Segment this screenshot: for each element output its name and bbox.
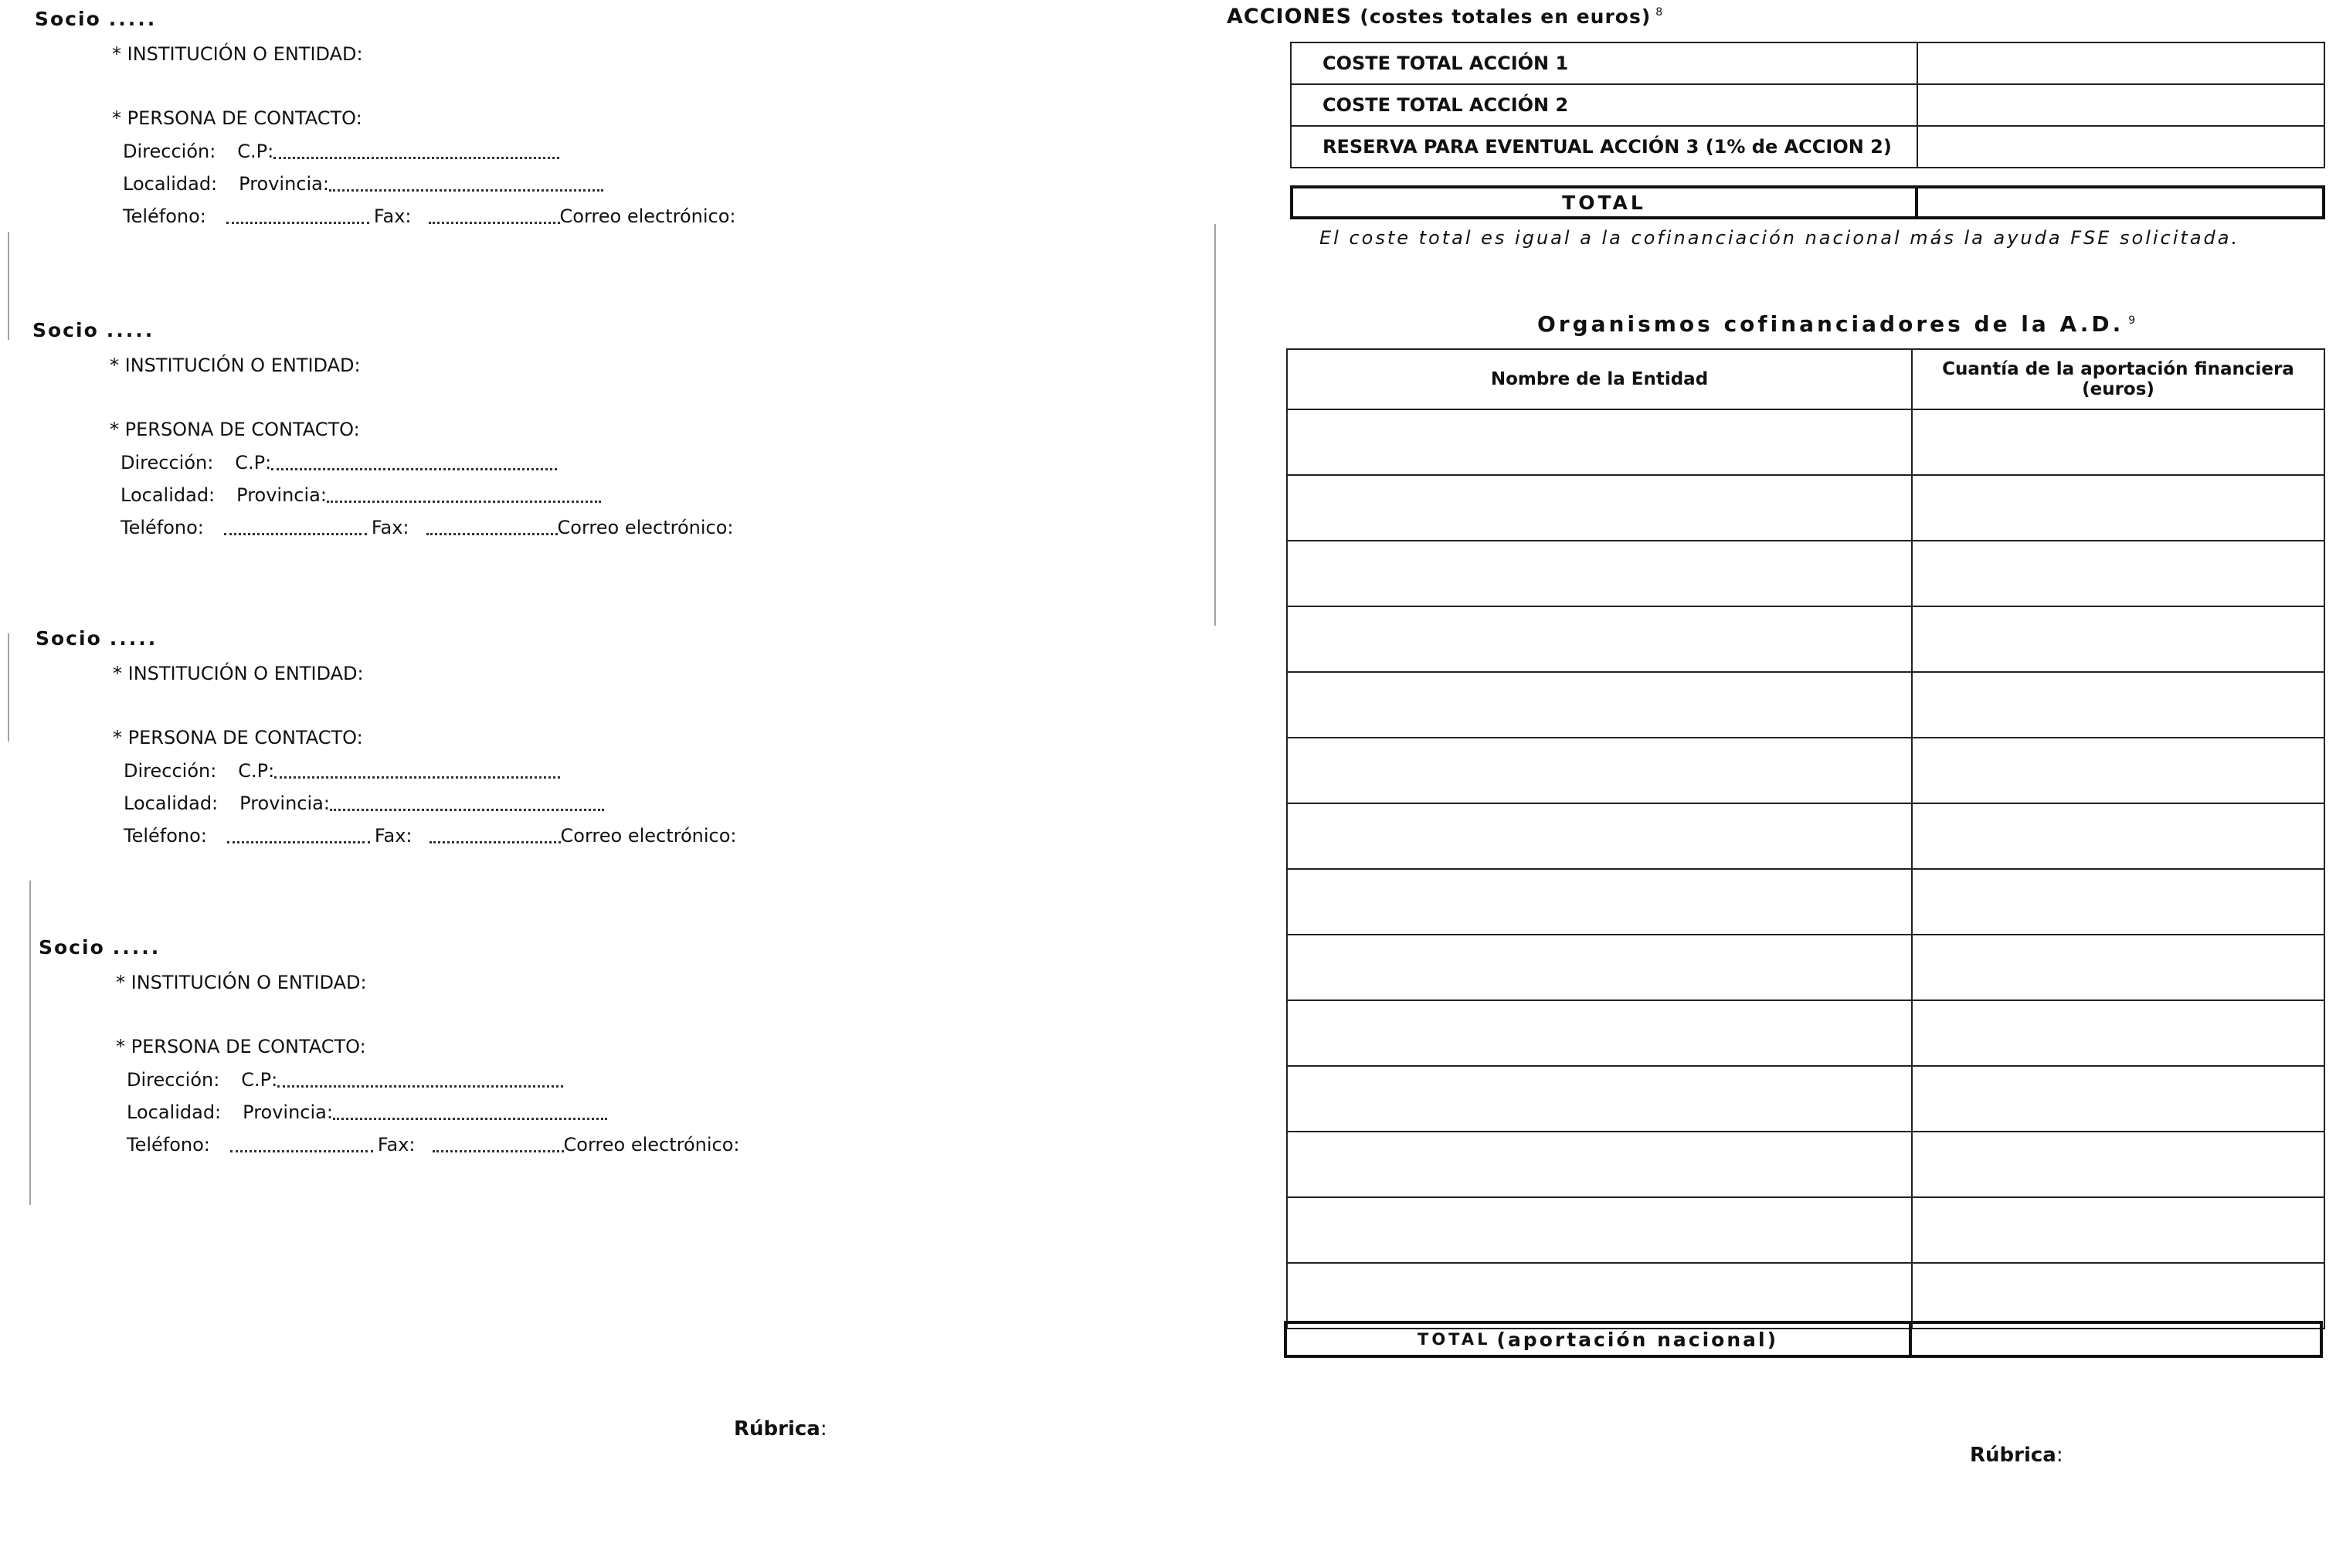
provincia-label: Provincia: <box>243 1101 333 1123</box>
socio-title-label: Socio <box>36 627 102 650</box>
organismo-entidad-cell[interactable] <box>1287 803 1912 869</box>
socio-number-dots: ..... <box>109 627 158 650</box>
col-header-cuantia: Cuantía de la aportación financiera (euros) <box>1912 349 2324 409</box>
direccion-label: Dirección: <box>124 760 217 782</box>
localidad-row <box>121 486 1145 504</box>
scan-margin-line <box>1214 224 1216 626</box>
organismo-entidad-cell[interactable] <box>1287 1263 1912 1329</box>
telefono-label: Teléfono: <box>124 825 207 847</box>
institucion-row-2 <box>133 390 1145 394</box>
organismo-cuantia-cell[interactable] <box>1912 1132 2324 1197</box>
socio-title <box>39 936 161 959</box>
direccion-label: Dirección: <box>121 452 214 473</box>
telefono-row <box>123 207 1147 226</box>
socio-title-label: Socio <box>39 936 105 959</box>
organismo-entidad-cell[interactable] <box>1287 869 1912 935</box>
scan-margin-line <box>8 633 9 742</box>
socio-title-label: Socio <box>35 8 101 30</box>
organismos-total-label: TOTAL <box>1418 1330 1491 1349</box>
organismo-row <box>1287 1000 2324 1066</box>
direccion-label: Dirección: <box>127 1069 220 1091</box>
organismo-row <box>1287 541 2324 606</box>
socio-title-label: Socio <box>32 319 99 341</box>
telefono-field[interactable] <box>226 222 369 224</box>
organismo-cuantia-cell[interactable] <box>1912 409 2324 475</box>
coste-row-value[interactable] <box>1917 42 2324 84</box>
localidad-row <box>127 1103 1151 1122</box>
direccion-row <box>124 762 1148 780</box>
institucion-row-2 <box>136 698 1148 702</box>
provincia-field[interactable] <box>327 501 601 503</box>
fax-label: Fax: <box>374 825 413 847</box>
telefono-row <box>124 826 1148 845</box>
localidad-row <box>123 175 1147 193</box>
telefono-label: Teléfono: <box>127 1134 210 1156</box>
telefono-field[interactable] <box>227 841 370 843</box>
organismo-entidad-cell[interactable] <box>1287 1132 1912 1197</box>
coste-row-label: COSTE TOTAL ACCIÓN 2 <box>1291 84 1917 126</box>
rubrica-right-label: Rúbrica <box>1970 1444 2056 1467</box>
organismo-row <box>1287 803 2324 869</box>
scan-margin-line <box>29 881 31 1205</box>
correo-label: Correo electrónico: <box>559 205 736 227</box>
rubrica-left-label: Rúbrica <box>734 1417 820 1441</box>
socio-title <box>32 319 154 341</box>
direccion-row <box>123 142 1147 161</box>
organismo-cuantia-cell[interactable] <box>1912 475 2324 541</box>
costes-table <box>1290 42 2325 168</box>
cp-label: C.P: <box>235 452 272 473</box>
coste-row <box>1291 84 2324 126</box>
organismos-title-label: Organismos cofinanciadores de la A.D. <box>1537 311 2124 337</box>
costes-total-value[interactable] <box>1918 188 2322 216</box>
telefono-field[interactable] <box>224 533 367 535</box>
socio-title <box>36 627 158 650</box>
organismo-entidad-cell[interactable] <box>1287 738 1912 803</box>
costes-total-row <box>1290 185 2325 219</box>
organismos-total-row <box>1284 1321 2323 1358</box>
organismos-title <box>1537 311 2135 337</box>
institucion-row <box>116 973 1151 992</box>
organismo-entidad-cell[interactable] <box>1287 672 1912 738</box>
persona-row <box>116 1037 1151 1056</box>
socio-number-dots: ..... <box>112 936 161 959</box>
organismo-row <box>1287 1132 2324 1197</box>
coste-row-value[interactable] <box>1917 84 2324 126</box>
organismo-row <box>1287 935 2324 1000</box>
organismo-cuantia-cell[interactable] <box>1912 1066 2324 1132</box>
organismo-entidad-cell[interactable] <box>1287 409 1912 475</box>
rubrica-left <box>734 1417 827 1441</box>
cp-field[interactable] <box>273 157 559 159</box>
acciones-footnote-ref: 8 <box>1655 6 1664 19</box>
organismos-total-value[interactable] <box>1912 1324 2320 1355</box>
organismo-entidad-cell[interactable] <box>1287 606 1912 672</box>
correo-label: Correo electrónico: <box>560 825 737 847</box>
telefono-field[interactable] <box>230 1150 373 1152</box>
organismo-row <box>1287 869 2324 935</box>
organismos-footnote-ref: 9 <box>2128 314 2136 327</box>
organismo-entidad-cell[interactable] <box>1287 1066 1912 1132</box>
fax-field[interactable] <box>426 533 558 535</box>
organismo-row <box>1287 409 2324 475</box>
scan-margin-line <box>8 232 9 340</box>
organismo-cuantia-cell[interactable] <box>1912 803 2324 869</box>
provincia-label: Provincia: <box>239 173 329 195</box>
fax-label: Fax: <box>377 1134 416 1156</box>
provincia-label: Provincia: <box>239 792 330 814</box>
institucion-row <box>110 356 1145 375</box>
institucion-label: * INSTITUCIÓN O ENTIDAD: <box>110 355 361 376</box>
organismo-row <box>1287 1066 2324 1132</box>
organismo-cuantia-cell[interactable] <box>1912 1263 2324 1329</box>
provincia-field[interactable] <box>330 809 604 811</box>
organismo-row <box>1287 606 2324 672</box>
institucion-row <box>113 664 1148 683</box>
persona-row <box>113 728 1148 747</box>
telefono-row <box>127 1135 1151 1154</box>
coste-row-label: COSTE TOTAL ACCIÓN 1 <box>1291 42 1917 84</box>
persona-label: * PERSONA DE CONTACTO: <box>116 1036 366 1057</box>
organismos-table <box>1286 348 2325 1329</box>
localidad-label: Localidad: <box>127 1101 222 1123</box>
institucion-row-2 <box>135 79 1147 83</box>
organismo-cuantia-cell[interactable] <box>1912 869 2324 935</box>
coste-row <box>1291 126 2324 168</box>
direccion-row <box>121 453 1145 472</box>
organismo-cuantia-cell[interactable] <box>1912 606 2324 672</box>
institucion-row-2 <box>139 1007 1151 1011</box>
organismo-row <box>1287 475 2324 541</box>
organismo-entidad-cell[interactable] <box>1287 1000 1912 1066</box>
fax-field[interactable] <box>433 1150 564 1152</box>
telefono-label: Teléfono: <box>121 517 204 538</box>
organismos-total-label-rest: (aportación nacional) <box>1496 1328 1778 1351</box>
socio-number-dots: ..... <box>106 319 155 341</box>
fax-label: Fax: <box>371 517 409 538</box>
organismo-row <box>1287 1263 2324 1329</box>
persona-label: * PERSONA DE CONTACTO: <box>113 727 363 748</box>
fax-field[interactable] <box>429 222 560 224</box>
socio-title <box>35 8 157 30</box>
organismo-entidad-cell[interactable] <box>1287 541 1912 606</box>
fax-label: Fax: <box>373 205 412 227</box>
organismo-cuantia-cell[interactable] <box>1912 672 2324 738</box>
cp-label: C.P: <box>241 1069 278 1091</box>
localidad-label: Localidad: <box>123 173 218 195</box>
coste-row-label: RESERVA PARA EVENTUAL ACCIÓN 3 (1% de ACCION 2) <box>1291 126 1917 168</box>
correo-label: Correo electrónico: <box>563 1134 740 1156</box>
coste-row-value[interactable] <box>1917 126 2324 168</box>
organismo-entidad-cell[interactable] <box>1287 935 1912 1000</box>
cp-label: C.P: <box>238 760 275 782</box>
institucion-label: * INSTITUCIÓN O ENTIDAD: <box>116 972 367 993</box>
institucion-label: * INSTITUCIÓN O ENTIDAD: <box>112 43 363 65</box>
organismo-row <box>1287 738 2324 803</box>
organismo-cuantia-cell[interactable] <box>1912 1000 2324 1066</box>
costes-total-label-cell <box>1293 188 1918 216</box>
direccion-row <box>127 1071 1151 1089</box>
organismo-entidad-cell[interactable] <box>1287 1197 1912 1263</box>
organismo-row <box>1287 672 2324 738</box>
rubrica-right-colon: : <box>2056 1444 2063 1467</box>
organismo-cuantia-cell[interactable] <box>1912 738 2324 803</box>
provincia-label: Provincia: <box>236 484 327 506</box>
cp-field[interactable] <box>274 776 560 779</box>
organismos-header-row <box>1287 349 2324 409</box>
persona-row <box>110 420 1145 439</box>
col-header-entidad: Nombre de la Entidad <box>1287 349 1912 409</box>
direccion-label: Dirección: <box>123 141 216 162</box>
telefono-row <box>121 518 1145 537</box>
acciones-subtitle: (costes totales en euros) <box>1360 5 1652 28</box>
organismo-cuantia-cell[interactable] <box>1912 1197 2324 1263</box>
localidad-label: Localidad: <box>121 484 216 506</box>
localidad-row <box>124 794 1148 813</box>
organismo-entidad-cell[interactable] <box>1287 475 1912 541</box>
coste-total-note: El coste total es igual a la cofinanciación nacional más la ayuda FSE solicitada. <box>1319 227 2240 249</box>
rubrica-left-colon: : <box>820 1417 827 1441</box>
cp-field[interactable] <box>277 1085 563 1088</box>
cp-field[interactable] <box>271 468 557 470</box>
institucion-row <box>112 45 1147 63</box>
provincia-field[interactable] <box>333 1118 607 1120</box>
organismo-row <box>1287 1197 2324 1263</box>
acciones-title <box>1227 5 1663 29</box>
coste-row <box>1291 42 2324 84</box>
socio-number-dots: ..... <box>108 8 158 30</box>
organismo-cuantia-cell[interactable] <box>1912 935 2324 1000</box>
localidad-label: Localidad: <box>124 792 219 814</box>
organismos-total-label-cell <box>1287 1324 1912 1355</box>
telefono-label: Teléfono: <box>123 205 206 227</box>
cp-label: C.P: <box>237 141 274 162</box>
persona-row <box>112 109 1147 127</box>
acciones-title-label: ACCIONES <box>1227 5 1353 29</box>
institucion-label: * INSTITUCIÓN O ENTIDAD: <box>113 663 364 684</box>
correo-label: Correo electrónico: <box>557 517 734 538</box>
costes-total-label: TOTAL <box>1562 191 1646 214</box>
fax-field[interactable] <box>430 841 561 843</box>
rubrica-right <box>1970 1444 2063 1467</box>
persona-label: * PERSONA DE CONTACTO: <box>112 107 362 129</box>
organismo-cuantia-cell[interactable] <box>1912 541 2324 606</box>
persona-label: * PERSONA DE CONTACTO: <box>110 419 360 440</box>
provincia-field[interactable] <box>329 189 603 192</box>
